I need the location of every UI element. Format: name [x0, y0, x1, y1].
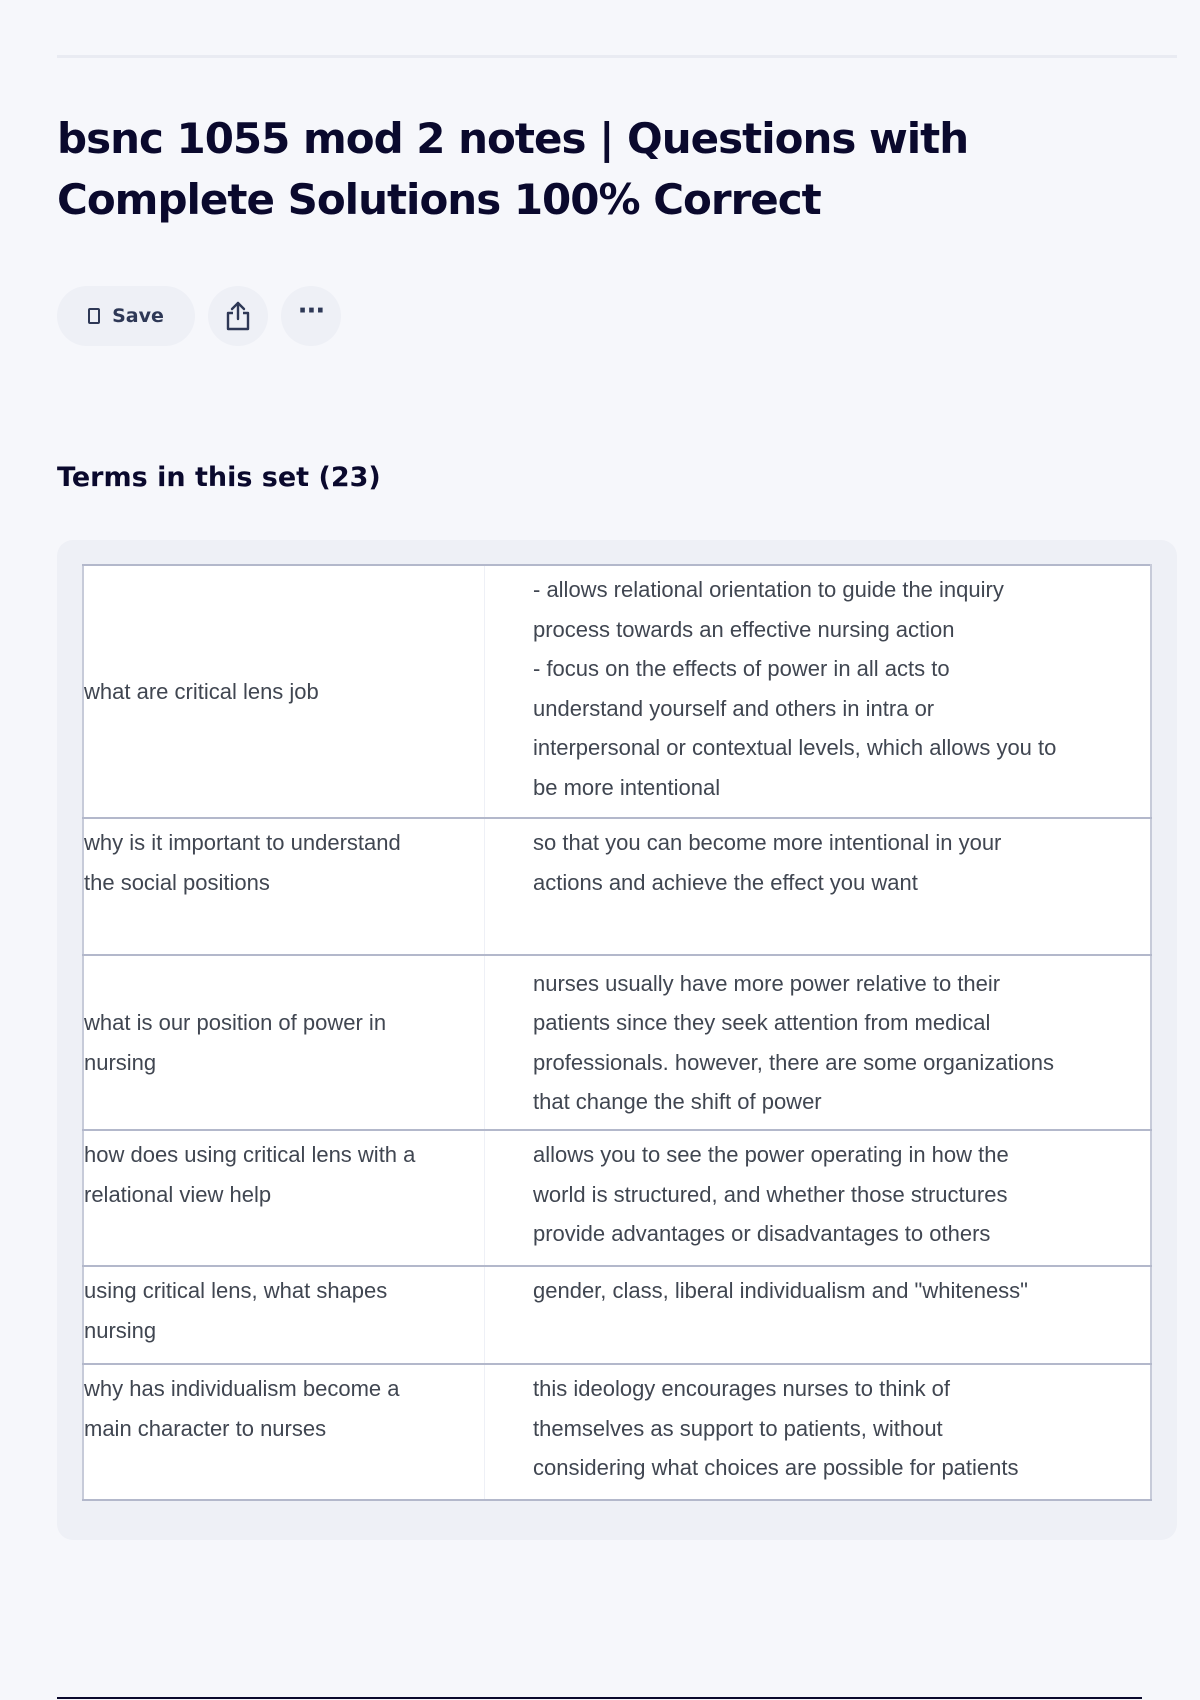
definition-line: - focus on the effects of power in all acts to understand yourself and others in intra or interpersonal or contextual levels, which allows you to be more intentional: [533, 656, 1057, 800]
term-cell: why has individualism become a main character to nurses: [83, 1364, 485, 1500]
bottom-divider: [57, 1697, 1142, 1699]
definition-line: - allows relational orientation to guide the inquiry process towards an effective nursing action: [533, 577, 1004, 642]
terms-heading: Terms in this set (23): [57, 462, 381, 493]
table-row: [83, 818, 1151, 955]
bookmark-icon: [88, 308, 100, 324]
more-icon: ···: [297, 296, 325, 326]
term-cell: why is it important to understand the social positions: [83, 818, 485, 955]
page-title: bsnc 1055 mod 2 notes | Questions with Complete Solutions 100% Correct: [57, 114, 969, 224]
definition-cell: this ideology encourages nurses to think of themselves as support to patients, without considering what choices are possible for patients: [485, 1364, 1152, 1500]
term-cell: using critical lens, what shapes nursing: [83, 1266, 485, 1364]
share-button[interactable]: [208, 286, 268, 346]
top-divider: [57, 55, 1177, 58]
save-label: Save: [112, 305, 164, 327]
term-cell: how does using critical lens with a relational view help: [83, 1130, 485, 1266]
definition-cell: gender, class, liberal individualism and "whiteness": [485, 1266, 1152, 1364]
definition-cell: [485, 565, 1152, 818]
table-row: [83, 1364, 1151, 1500]
terms-table: [82, 564, 1152, 1501]
term-cell: what are critical lens job: [83, 565, 485, 818]
table-row: [83, 1130, 1151, 1266]
term-cell: what is our position of power in nursing: [83, 955, 485, 1130]
save-button[interactable]: [57, 286, 195, 346]
more-options-button[interactable]: [281, 286, 341, 346]
definition-cell: allows you to see the power operating in how the world is structured, and whether those structures provide advantages or disadvantages to others: [485, 1130, 1152, 1266]
table-row: [83, 955, 1151, 1130]
share-icon: [225, 301, 251, 331]
action-bar: [57, 286, 341, 346]
table-row: [83, 1266, 1151, 1364]
definition-cell: so that you can become more intentional in your actions and achieve the effect you want: [485, 818, 1152, 955]
table-row: [83, 565, 1151, 818]
definition-cell: nurses usually have more power relative to their patients since they seek attention from medical professionals. however, there are some organizations that change the shift of power: [485, 955, 1152, 1130]
